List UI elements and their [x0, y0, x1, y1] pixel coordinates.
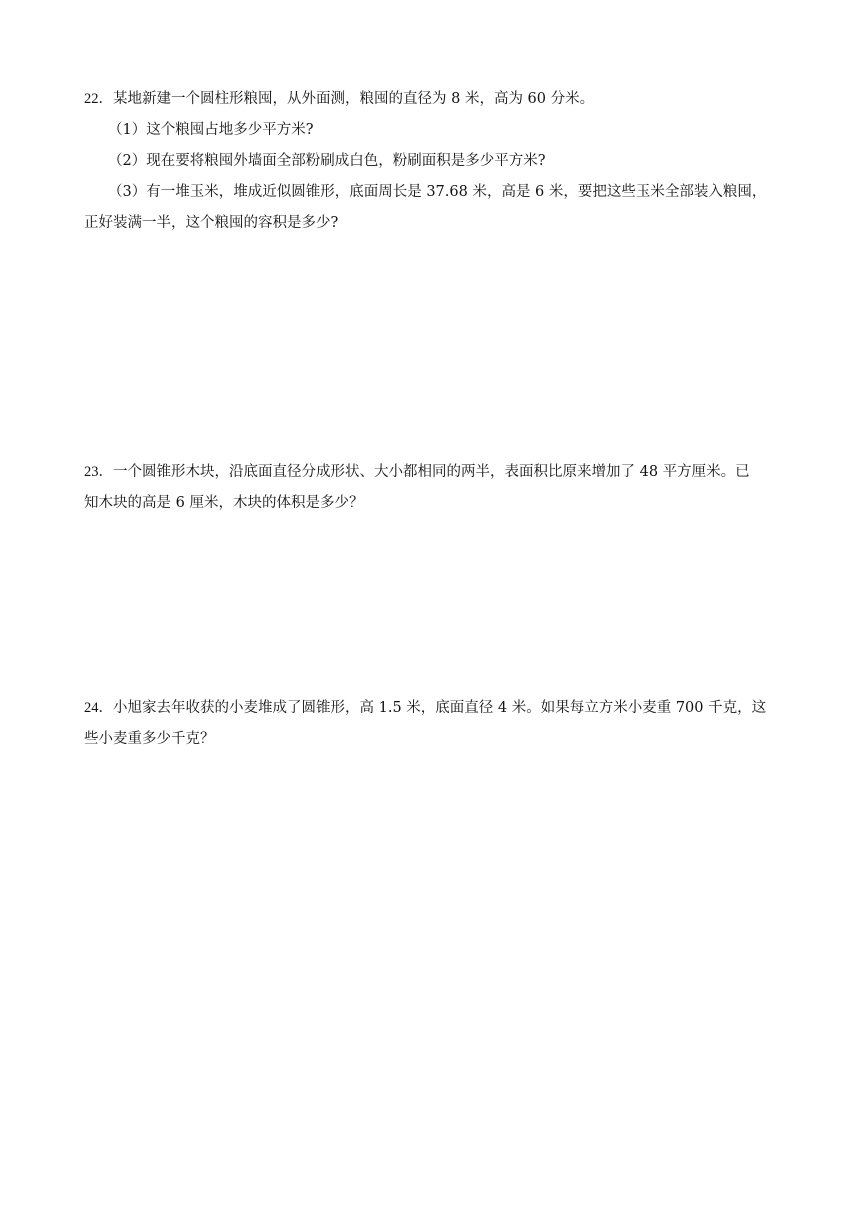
- problem-22-stem: [84, 89, 808, 109]
- problem-number: 23: [84, 464, 99, 480]
- problem-number: 24: [84, 700, 99, 716]
- problem-number: 22: [84, 91, 99, 107]
- problem-24-line-2: 些小麦重多少千克？: [84, 731, 215, 747]
- problem-23-line-1: [84, 462, 808, 482]
- problem-text: ．一个圆锥形木块，沿底面直径分成形状、大小都相同的两半，表面积比原来增加了 48 平方厘米。已: [98, 464, 750, 480]
- problem-22-part-2: （2）现在要将粮囤外墙面全部粉刷成白色，粉刷面积是多少平方米?: [108, 153, 546, 169]
- problem-stem-text: ．某地新建一个圆柱形粮囤，从外面测，粮囤的直径为 8 米，高为 60 分米。: [98, 91, 595, 107]
- problem-24-line-1: [84, 698, 808, 718]
- problem-22-part-3: （3）有一堆玉米，堆成近似圆锥形，底面周长是 37.68 米，高是 6 米，要把这些玉米全部装入粮囤，: [108, 184, 767, 200]
- problem-22: [84, 89, 808, 244]
- problem-22-part-3-continuation: 正好装满一半，这个粮囤的容积是多少?: [84, 215, 339, 231]
- problem-24: [84, 698, 808, 760]
- problem-23-line-2: 知木块的高是 6 厘米，木块的体积是多少？: [84, 495, 364, 511]
- problem-22-part-1: （1）这个粮囤占地多少平方米?: [108, 122, 314, 138]
- problem-23: [84, 462, 808, 524]
- problem-text: ．小旭家去年收获的小麦堆成了圆锥形，高 1.5 米，底面直径 4 米。如果每立方米小麦重 700 千克，这: [98, 700, 767, 716]
